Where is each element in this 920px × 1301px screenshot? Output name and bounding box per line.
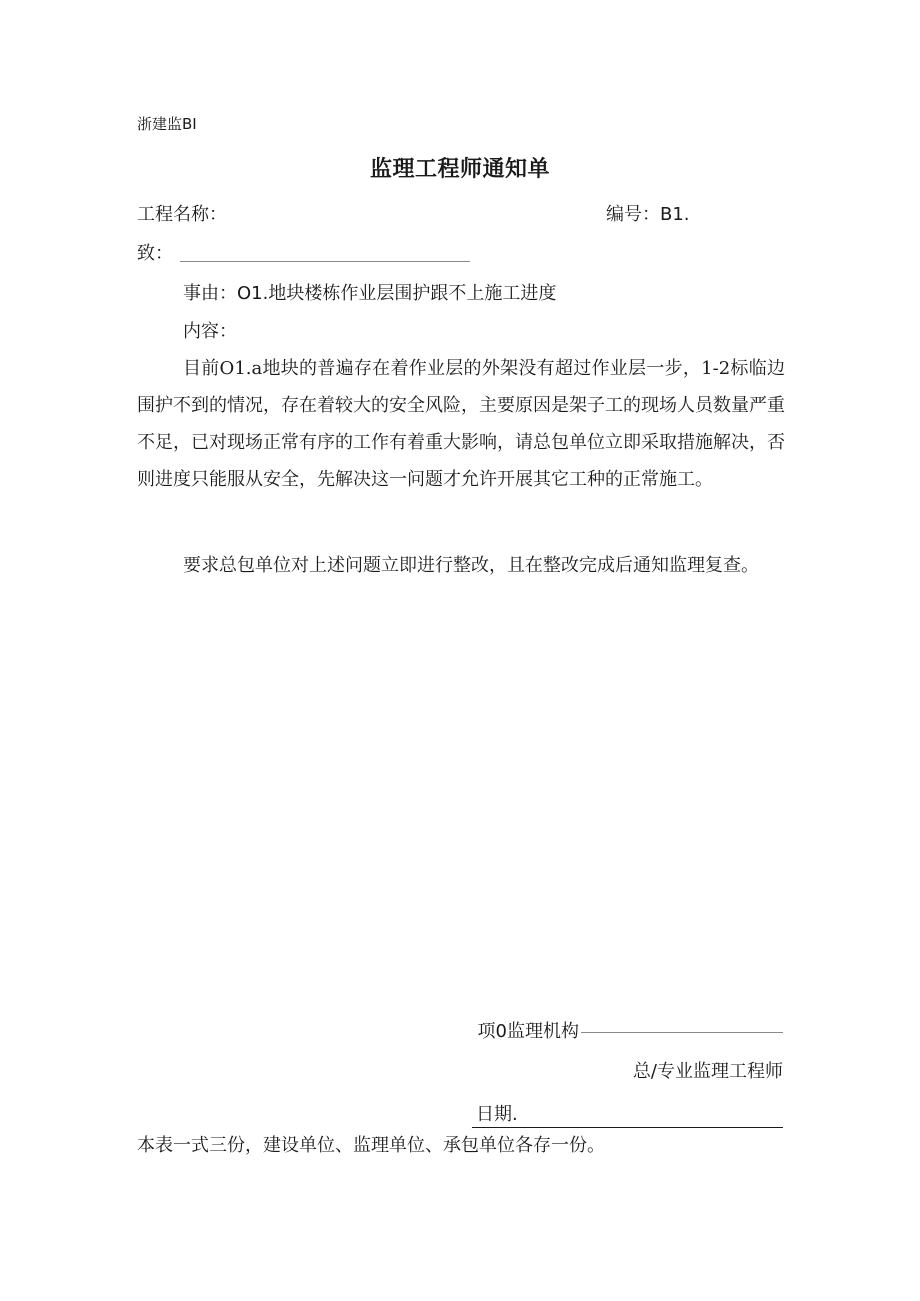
engineer-label: 总/专业监理工程师 (632, 1061, 783, 1082)
date-row (472, 1103, 783, 1128)
document-number-label: 编号：B1. (606, 204, 690, 225)
content-paragraph: 目前O1.a地块的普遍存在着作业层的外架没有超过作业层一步，1-2标临边围护不到的情况，存在着较大的安全风险，主要原因是架子工的现场人员数量严重不足，已对现场正常有序的工作有着重大影响，请总包单位立即采取措施解决，否则进度只能服从安全，先解决这一问题才允许开展其它工种的正常施工。 (137, 358, 785, 490)
date-label: 日期. (476, 1104, 518, 1125)
supervision-org-row (478, 1020, 783, 1044)
supervision-org-blank-line (581, 1032, 783, 1033)
form-code: 浙建监BI (137, 115, 197, 133)
recipient-label: 致： (137, 243, 173, 264)
requirement-paragraph: 要求总包单位对上述问题立即进行整改，且在整改完成后通知监理复查。 (183, 555, 759, 576)
content-label: 内容： (183, 321, 237, 342)
footer-note: 本表一式三份，建设单位、监理单位、承包单位各存一份。 (137, 1135, 605, 1156)
reason-line: 事由：O1.地块楼栋作业层围护跟不上施工进度 (183, 283, 557, 304)
project-name-label: 工程名称： (137, 204, 227, 225)
recipient-blank-line (180, 261, 470, 262)
document-title: 监理工程师通知单 (369, 157, 550, 182)
supervision-org-label: 项0监理机构 (477, 1021, 579, 1042)
